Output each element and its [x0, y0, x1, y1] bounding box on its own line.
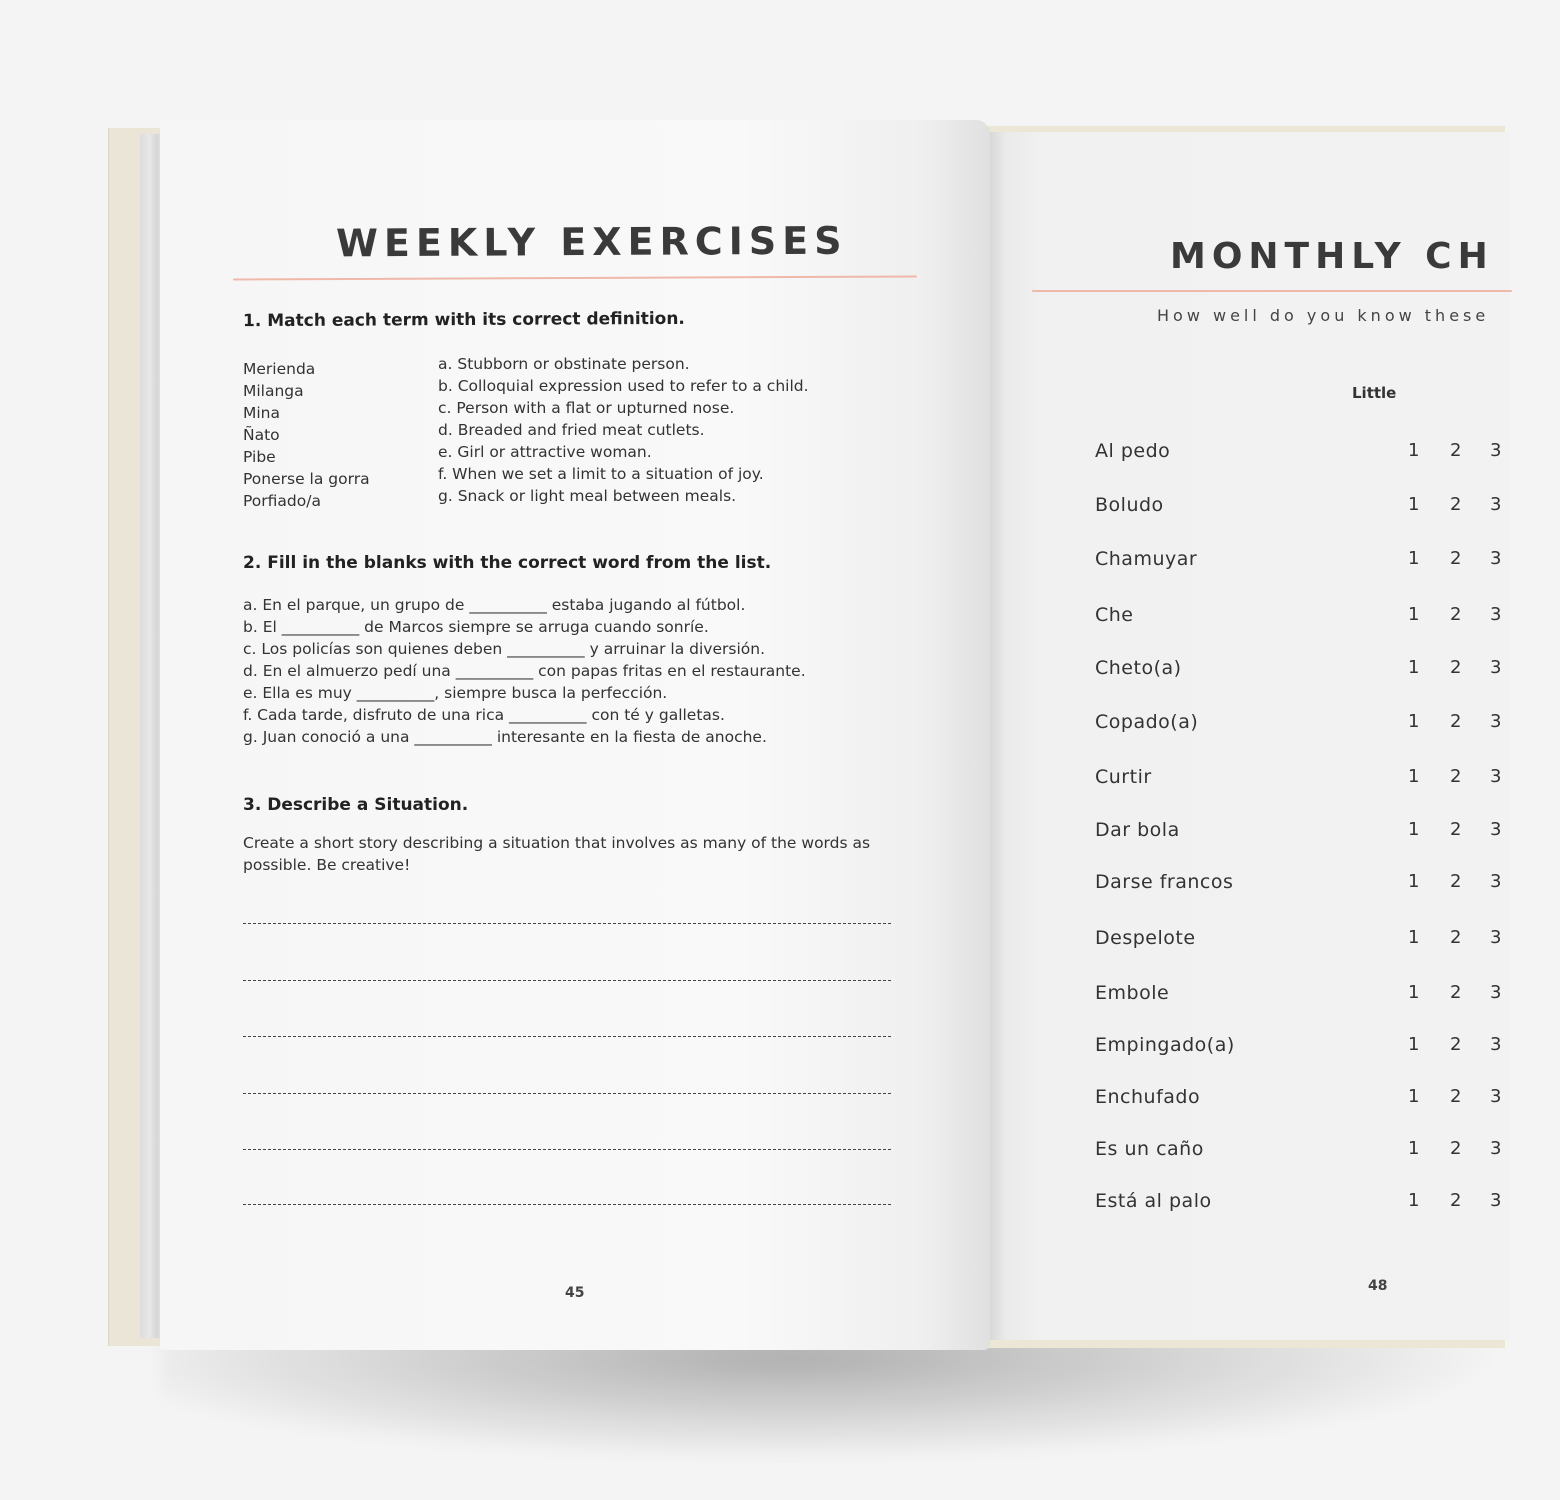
monthly-heading-rule — [1032, 290, 1512, 292]
rating-option[interactable]: 2 — [1450, 440, 1462, 461]
q1-definition: c. Person with a flat or upturned nose. — [438, 399, 735, 417]
rating-option[interactable]: 3 — [1490, 927, 1502, 948]
weekly-exercises-heading: WEEKLY EXERCISES — [335, 218, 848, 266]
writing-line[interactable] — [243, 923, 891, 924]
rating-option[interactable]: 1 — [1408, 604, 1420, 625]
rating-option[interactable]: 2 — [1450, 982, 1462, 1003]
q1-term: Porfiado/a — [243, 492, 321, 510]
rating-option[interactable]: 2 — [1450, 657, 1462, 678]
q1-title: 1. Match each term with its correct definition. — [242, 308, 685, 332]
slang-term: Despelote — [1095, 927, 1196, 949]
rating-option[interactable]: 1 — [1408, 440, 1420, 461]
writing-line[interactable] — [243, 1093, 891, 1094]
slang-row — [1095, 1086, 1515, 1116]
slang-term: Copado(a) — [1095, 711, 1199, 733]
q1-definition: e. Girl or attractive woman. — [438, 443, 652, 461]
q1-term: Ñato — [243, 426, 280, 444]
writing-line[interactable] — [243, 980, 891, 981]
rating-option[interactable]: 1 — [1408, 819, 1420, 840]
slang-row — [1095, 819, 1515, 849]
slang-row — [1095, 1034, 1515, 1064]
slang-term: Embole — [1095, 982, 1170, 1004]
slang-row — [1095, 494, 1515, 524]
q2-sentences-list — [243, 594, 806, 748]
rating-option[interactable]: 3 — [1490, 766, 1502, 787]
rating-option[interactable]: 1 — [1408, 711, 1420, 732]
slang-term: Enchufado — [1095, 1086, 1201, 1108]
rating-option[interactable]: 3 — [1490, 548, 1502, 569]
q1-term: Merienda — [243, 360, 316, 378]
rating-option[interactable]: 2 — [1450, 711, 1462, 732]
q2-sentence: e. Ella es muy __________, siempre busca la perfección. — [243, 684, 668, 702]
rating-option[interactable]: 3 — [1490, 1190, 1502, 1211]
rating-option[interactable]: 2 — [1450, 927, 1462, 948]
slang-term: Che — [1095, 604, 1134, 626]
rating-option[interactable]: 1 — [1408, 871, 1420, 892]
slang-row — [1095, 657, 1515, 687]
slang-term: Está al palo — [1095, 1190, 1212, 1212]
rating-option[interactable]: 3 — [1490, 1086, 1502, 1107]
q1-term: Pibe — [243, 448, 276, 466]
q1-terms-list — [243, 358, 370, 512]
q2-sentence: d. En el almuerzo pedí una __________ con papas fritas en el restaurante. — [243, 662, 806, 680]
rating-option[interactable]: 1 — [1408, 982, 1420, 1003]
q3-title: 3. Describe a Situation. — [243, 795, 469, 815]
rating-option[interactable]: 1 — [1408, 548, 1420, 569]
rating-option[interactable]: 2 — [1450, 819, 1462, 840]
q2-sentence: a. En el parque, un grupo de __________ estaba jugando al fútbol. — [243, 596, 746, 614]
rating-option[interactable]: 3 — [1490, 711, 1502, 732]
slang-row — [1095, 440, 1515, 470]
rating-option[interactable]: 2 — [1450, 1086, 1462, 1107]
slang-row — [1095, 604, 1515, 634]
q2-sentence: f. Cada tarde, disfruto de una rica __________ con té y galletas. — [243, 706, 725, 724]
slang-row — [1095, 766, 1515, 796]
writing-line[interactable] — [243, 1036, 891, 1037]
rating-option[interactable]: 2 — [1450, 1190, 1462, 1211]
rating-option[interactable]: 2 — [1450, 494, 1462, 515]
rating-option[interactable]: 3 — [1490, 604, 1502, 625]
slang-row — [1095, 711, 1515, 741]
rating-option[interactable]: 1 — [1408, 657, 1420, 678]
slang-term: Cheto(a) — [1095, 657, 1182, 679]
rating-option[interactable]: 3 — [1490, 657, 1502, 678]
rating-option[interactable]: 3 — [1490, 871, 1502, 892]
rating-option[interactable]: 2 — [1450, 871, 1462, 892]
rating-option[interactable]: 1 — [1408, 766, 1420, 787]
book-shadow — [160, 1330, 1560, 1470]
slang-term: Boludo — [1095, 494, 1164, 516]
slang-term: Al pedo — [1095, 440, 1171, 462]
q1-definition: b. Colloquial expression used to refer to a child. — [438, 377, 809, 395]
slang-term: Curtir — [1095, 766, 1152, 788]
slang-row — [1095, 982, 1515, 1012]
rating-option[interactable]: 3 — [1490, 982, 1502, 1003]
rating-option[interactable]: 3 — [1490, 1034, 1502, 1055]
rating-option[interactable]: 3 — [1490, 1138, 1502, 1159]
slang-term: Chamuyar — [1095, 548, 1198, 570]
rating-option[interactable]: 3 — [1490, 494, 1502, 515]
writing-line[interactable] — [243, 1204, 891, 1205]
slang-row — [1095, 871, 1515, 901]
rating-option[interactable]: 1 — [1408, 1034, 1420, 1055]
writing-line[interactable] — [243, 1149, 891, 1150]
q2-sentence: c. Los policías son quienes deben __________ y arruinar la diversión. — [243, 640, 765, 658]
q2-title: 2. Fill in the blanks with the correct word from the list. — [243, 553, 772, 573]
monthly-subtitle: How well do you know these — [1157, 306, 1490, 325]
q2-sentence: g. Juan conoció a una __________ interesante en la fiesta de anoche. — [243, 728, 767, 746]
rating-column-label: Little — [1352, 384, 1397, 402]
rating-option[interactable]: 1 — [1408, 927, 1420, 948]
q3-instructions: Create a short story describing a situation that involves as many of the words as possible. Be creative! — [243, 834, 871, 874]
rating-option[interactable]: 2 — [1450, 766, 1462, 787]
rating-option[interactable]: 1 — [1408, 1138, 1420, 1159]
rating-option[interactable]: 1 — [1408, 494, 1420, 515]
rating-option[interactable]: 1 — [1408, 1086, 1420, 1107]
slang-term: Dar bola — [1095, 819, 1180, 841]
rating-option[interactable]: 1 — [1408, 1190, 1420, 1211]
q1-term: Mina — [243, 404, 281, 422]
slang-term: Empingado(a) — [1095, 1034, 1235, 1056]
slang-row — [1095, 1190, 1515, 1220]
slang-row — [1095, 548, 1515, 578]
q1-definition: d. Breaded and fried meat cutlets. — [438, 421, 705, 439]
rating-option[interactable]: 3 — [1490, 440, 1502, 461]
left-page-number: 45 — [565, 1285, 585, 1301]
rating-option[interactable]: 2 — [1450, 548, 1462, 569]
rating-option[interactable]: 3 — [1490, 819, 1502, 840]
q1-term: Ponerse la gorra — [243, 470, 370, 488]
q1-definition: f. When we set a limit to a situation of joy. — [438, 465, 764, 483]
rating-option[interactable]: 2 — [1450, 604, 1462, 625]
slang-term: Darse francos — [1095, 871, 1234, 893]
q1-definition: a. Stubborn or obstinate person. — [438, 355, 690, 373]
q1-definitions-list — [438, 353, 809, 507]
q1-term: Milanga — [243, 382, 304, 400]
slang-row — [1095, 1138, 1515, 1168]
right-page-number: 48 — [1368, 1278, 1388, 1294]
slang-row — [1095, 927, 1515, 957]
rating-option[interactable]: 2 — [1450, 1138, 1462, 1159]
rating-option[interactable]: 2 — [1450, 1034, 1462, 1055]
q1-definition: g. Snack or light meal between meals. — [438, 487, 737, 505]
q2-sentence: b. El __________ de Marcos siempre se arruga cuando sonríe. — [243, 618, 709, 636]
monthly-heading: MONTHLY CH — [1170, 236, 1494, 277]
slang-term: Es un caño — [1095, 1138, 1204, 1160]
